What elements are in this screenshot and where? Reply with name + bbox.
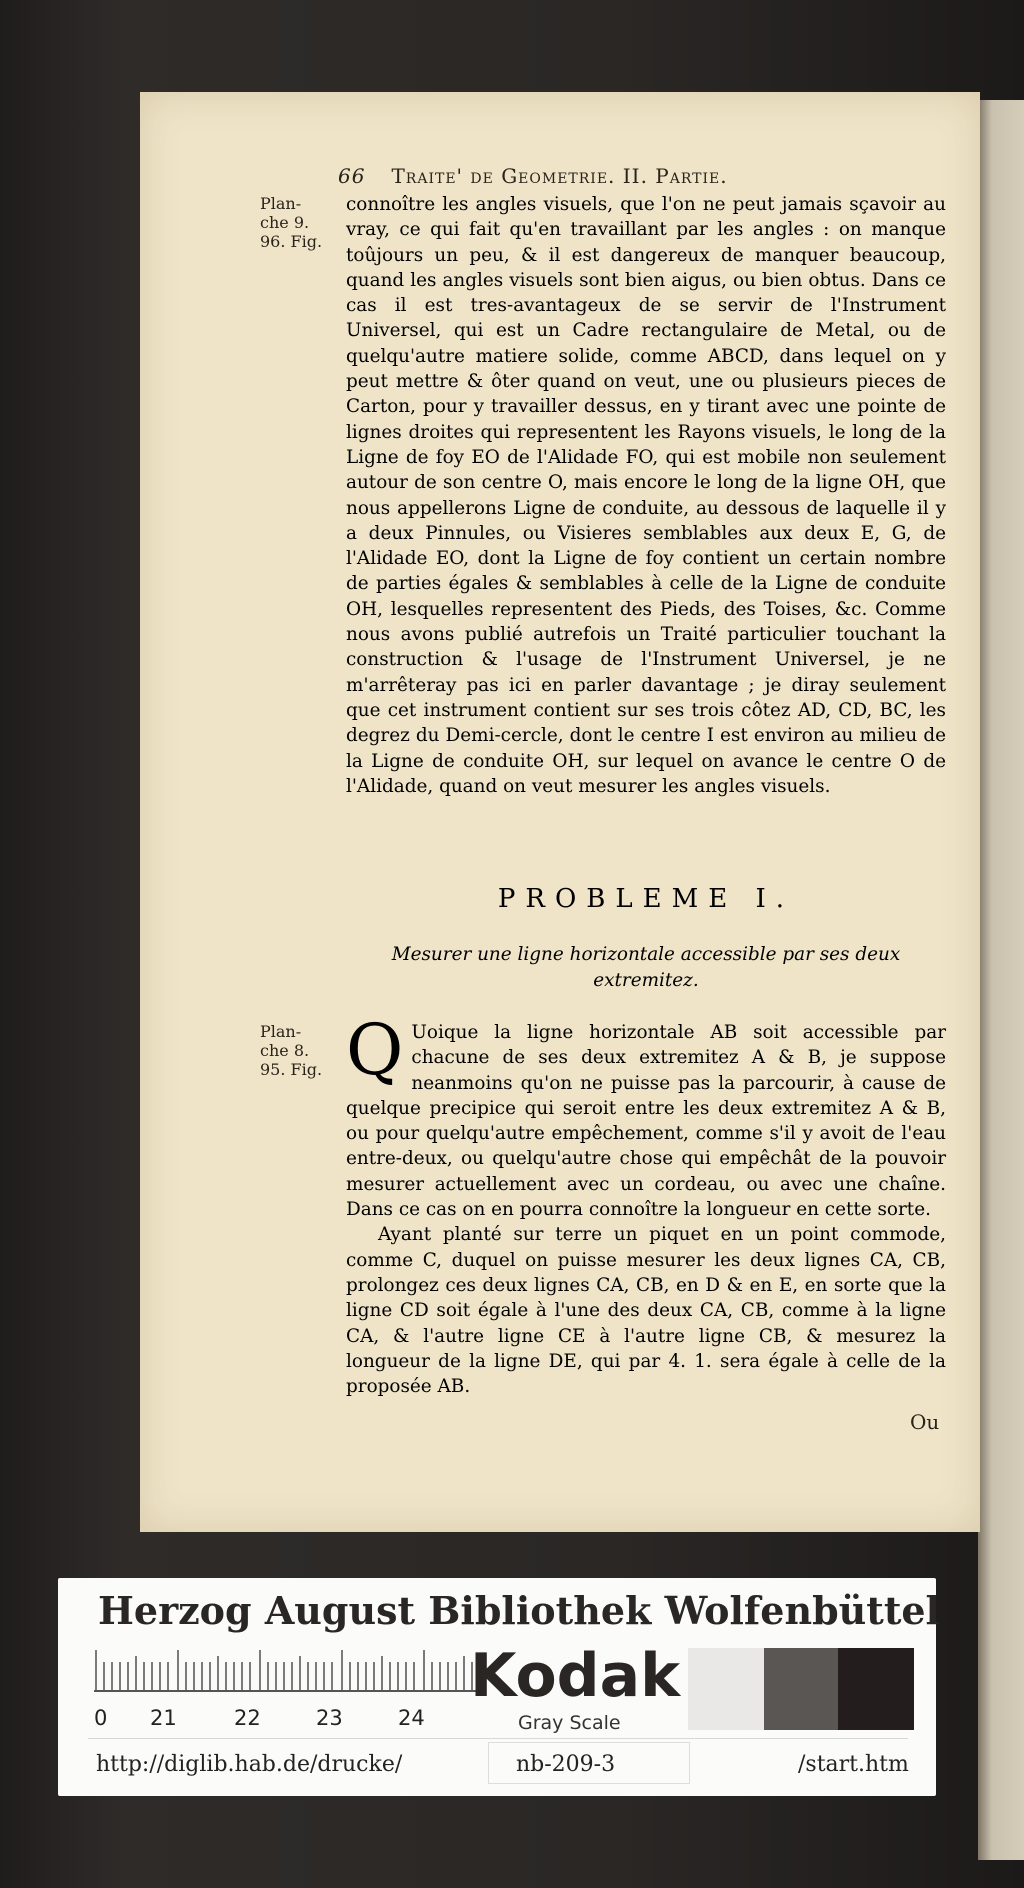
margin-note-plate-9: Plan- che 9. 96. Fig. [260,194,323,251]
ruler-label: 22 [234,1706,261,1730]
problem-title: PROBLEME I. [497,884,795,914]
problem-subtitle: Mesurer une ligne horizontale accessible par ses deux extremitez. [391,944,901,991]
page-header [338,164,728,188]
paragraph-solution: Ayant planté sur terre un piquet en un point commode, comme C, duquel on puisse mesurer les deux lignes CA, CB, prolongez ces deux lignes CA, CB, en D & en E, en sorte que la ligne CD soit égale à l'une des deux CA, CB, comme à la ligne CA, & l'autre ligne CE à l'autre ligne CB, & mesurez la longueur de la ligne DE, qui par 4. 1. sera égale à celle de la proposée AB. [346,1224,946,1398]
paragraph-problem [346,1009,946,1399]
next-page-edge [978,100,1024,1860]
gray-swatch-dark [838,1648,914,1730]
paragraph-instrument: connoître les angles visuels, que l'on ne peut jamais sçavoir au vray, ce qui fait qu'en travaillant par les angles : on manque toûjours un peu, & il est dangereux de manquer beaucoup, quand les angles visuels sont bien aigus, ou bien obtus. Dans ce cas il est tres-avantageux de se servir de l'Instrument Universel, qui est un Cadre rectangulaire de Metal, ou de quelqu'autre matiere solide, comme ABCD, dans lequel on y peut mettre & ôter quand on veut, une ou plusieurs pieces de Carton, pour y travailler dessus, en y tirant avec une pointe de lignes droites qui representent les Rayons visuels, le long de la Ligne de foy EO de l'Alidade FO, qui est mobile non seulement autour de son centre O, mais encore le long de la ligne OH, que nous appellerons Ligne de conduite, au dessous de laquelle il y a deux Pinnules, ou Visieres semblables aux deux E, G, de l'Alidade EO, dont la Ligne de foy contient un certain nombre de parties égales & semblables à celle de la Ligne de conduite OH, lesquelles representent des Pieds, des Toises, &c. Comme nous avons publié autrefois un Traité particulier touchant la construction & l'usage de l'Instrument Universel, je ne m'arrêteray pas ici en parler davantage ; je diray seulement que cet instrument contient sur ses trois côtez AD, CD, BC, les degrez du Demi-cercle, dont le centre I est environ au milieu de la Ligne de conduite OH, sur lequel on avance le centre O de l'Alidade, quand on veut mesurer les angles visuels. [346,194,946,797]
margin-note-plate-8: Plan- che 8. 95. Fig. [260,1022,323,1079]
ruler-label: 0 [94,1706,108,1730]
ruler-ticks-icon [94,1646,478,1690]
paragraph-problem-text: Uoique la ligne horizontale AB soit accessible par chacune de ses deux extremitez A & B, je suppose neanmoins qu'on ne puisse pas la parcourir, à cause de quelque precipice qui seroit entre les deux extremitez A & B, ou pour quelqu'autre empêchement, comme s'il y avoit de l'eau entre-deux, ou quelqu'autre chose qui empêchât de la pouvoir mesurer actuellement avec un cordeau, ou avec une chaîne. Dans ce cas on en pourra connoître la longueur en cette sorte. [346,1022,946,1221]
url-middle: nb-209-3 [516,1752,616,1777]
gray-swatch-mid [764,1648,838,1730]
url-left: http://diglib.hab.de/drucke/ [96,1752,403,1777]
gray-scale-label: Gray Scale [518,1712,621,1734]
page-number: 66 [338,164,366,188]
ruler-label: 24 [398,1706,425,1730]
ruler-label: 21 [150,1706,177,1730]
gray-swatch-light [688,1648,764,1730]
card-divider [88,1738,908,1739]
calibration-card [58,1578,940,1796]
dropcap-letter: Q [346,1009,404,1091]
ruler-scale [94,1646,478,1692]
kodak-logo: Kodak [470,1641,680,1711]
library-name: Herzog August Bibliothek Wolfenbüttel [98,1588,940,1633]
running-title: Traite' de Geometrie. II. Partie. [391,164,728,188]
catchword: Ou [910,1410,940,1434]
ruler-label: 23 [316,1706,343,1730]
url-right: /start.htm [798,1752,909,1777]
